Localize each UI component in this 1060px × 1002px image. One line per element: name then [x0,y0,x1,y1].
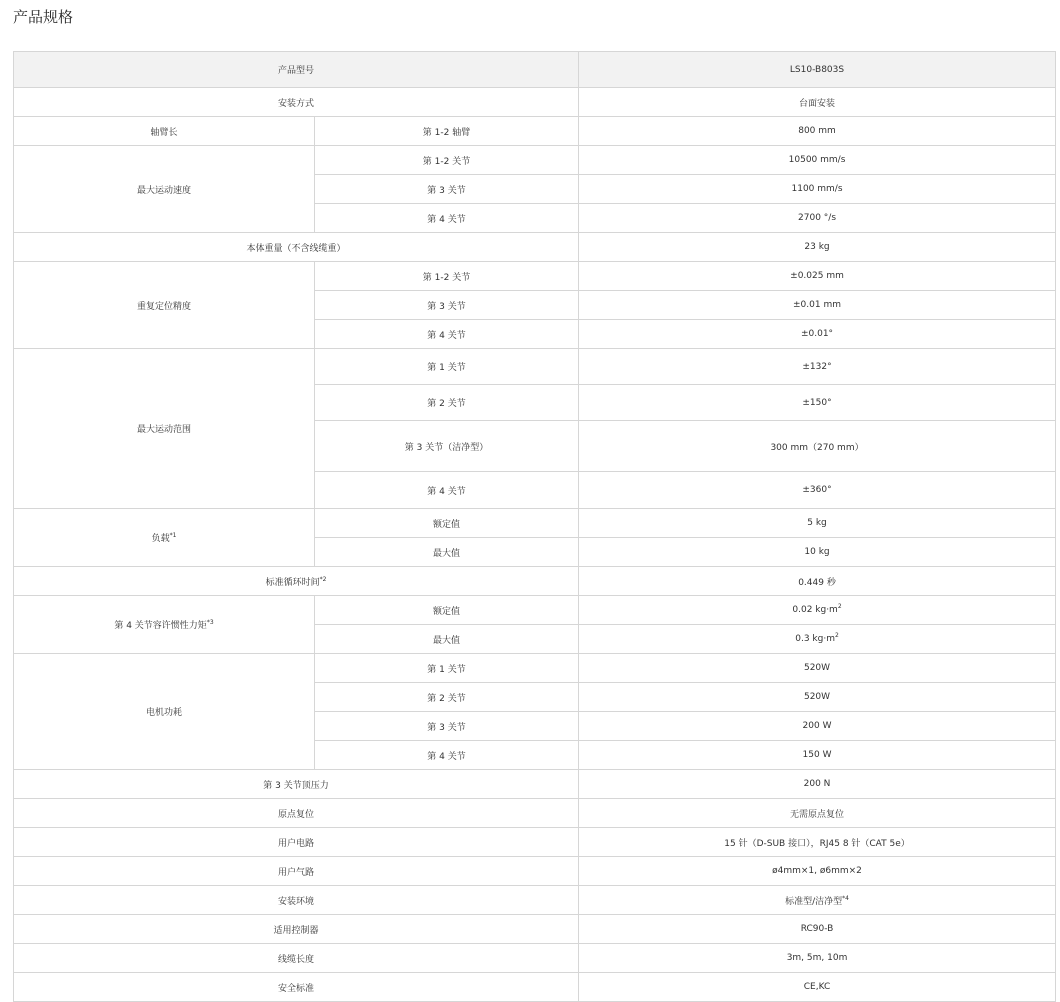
row-label: 适用控制器 [14,915,579,944]
row-label: 第 3 关节顶压力 [14,770,579,799]
row-value: 1100 mm/s [579,175,1056,204]
row-value: 2700 °/s [579,204,1056,233]
table-row [14,857,1056,886]
row-sub-label: 最大值 [315,538,579,567]
table-row [14,596,1056,625]
table-row [14,770,1056,799]
header-label: 产品型号 [14,52,579,88]
row-value: 0.449 秒 [579,567,1056,596]
row-value: 300 mm（270 mm） [579,421,1056,472]
row-sub-label: 额定值 [315,596,579,625]
row-label: 重复定位精度 [14,262,315,349]
row-value: 0.3 kg·m [795,634,835,644]
unit-exponent: 2 [837,603,842,610]
row-value: 3m, 5m, 10m [579,944,1056,973]
row-label: 原点复位 [14,799,579,828]
row-value: ±360° [579,472,1056,509]
row-value: 标准型/洁净型 [785,896,843,907]
table-row [14,233,1056,262]
row-value: 200 N [579,770,1056,799]
row-value: ±150° [579,385,1056,421]
row-value: RC90-B [579,915,1056,944]
row-label: 轴臂长 [14,117,315,146]
footnote-marker: *2 [319,575,327,583]
row-sub-label: 第 3 关节（洁净型） [315,421,579,472]
table-row [14,973,1056,1002]
row-sub-label: 第 1-2 轴臂 [315,117,579,146]
table-row [14,567,1056,596]
row-sub-label: 第 1-2 关节 [315,146,579,175]
table-header-row [14,52,1056,88]
row-sub-label: 第 4 关节 [315,741,579,770]
row-label: 第 4 关节容许惯性力矩 [114,621,207,631]
row-value: 15 针（D-SUB 接口），RJ45 8 针（CAT 5e） [579,828,1056,857]
table-row [14,886,1056,915]
page-title: 产品规格 [13,8,74,26]
row-label-cell [14,596,315,654]
row-label: 最大运动范围 [14,349,315,509]
row-label: 负载 [151,534,170,544]
row-value: 520W [579,683,1056,712]
table-row [14,915,1056,944]
table-row [14,88,1056,117]
spec-table [13,51,1056,1002]
row-value-cell [579,625,1056,654]
table-row [14,944,1056,973]
row-label: 安全标准 [14,973,579,1002]
row-value: 0.02 kg·m [792,605,838,615]
row-value: ø4mm×1, ø6mm×2 [579,857,1056,886]
row-value: 5 kg [579,509,1056,538]
row-label: 电机功耗 [14,654,315,770]
row-sub-label: 第 2 关节 [315,385,579,421]
row-value: CE,KC [579,973,1056,1002]
row-label: 用户气路 [14,857,579,886]
row-sub-label: 最大值 [315,625,579,654]
row-label-cell [14,567,579,596]
row-label: 标准循环时间 [265,577,320,588]
row-value: 520W [579,654,1056,683]
table-row [14,828,1056,857]
row-sub-label: 第 1 关节 [315,349,579,385]
table-row [14,349,1056,385]
table-row [14,146,1056,175]
table-row [14,509,1056,538]
row-value: ±132° [579,349,1056,385]
row-label: 安装方式 [14,88,579,117]
footnote-marker: *1 [169,532,177,539]
row-value: ±0.01° [579,320,1056,349]
row-value: 150 W [579,741,1056,770]
table-row [14,654,1056,683]
row-value: 台面安装 [579,88,1056,117]
row-sub-label: 第 4 关节 [315,204,579,233]
row-value: 800 mm [579,117,1056,146]
row-sub-label: 第 2 关节 [315,683,579,712]
row-label: 用户电路 [14,828,579,857]
row-label: 安装环境 [14,886,579,915]
footnote-marker: *4 [842,894,849,902]
table-row [14,117,1056,146]
table-row [14,262,1056,291]
row-value-cell [579,886,1056,915]
row-value: 200 W [579,712,1056,741]
unit-exponent: 2 [834,632,839,639]
row-label: 线缆长度 [14,944,579,973]
row-value: 23 kg [579,233,1056,262]
row-value: 无需原点复位 [579,799,1056,828]
header-value: LS10-B803S [579,52,1056,88]
row-value-cell [579,596,1056,625]
row-sub-label: 额定值 [315,509,579,538]
row-label-cell [14,509,315,567]
row-value: ±0.025 mm [579,262,1056,291]
row-sub-label: 第 3 关节 [315,291,579,320]
footnote-marker: *3 [206,619,214,626]
row-sub-label: 第 1 关节 [315,654,579,683]
table-row [14,799,1056,828]
row-sub-label: 第 3 关节 [315,175,579,204]
row-sub-label: 第 3 关节 [315,712,579,741]
row-value: 10500 mm/s [579,146,1056,175]
row-value: ±0.01 mm [579,291,1056,320]
row-sub-label: 第 4 关节 [315,320,579,349]
row-label: 本体重量（不含线缆重） [14,233,579,262]
row-label: 最大运动速度 [14,146,315,233]
row-sub-label: 第 1-2 关节 [315,262,579,291]
row-sub-label: 第 4 关节 [315,472,579,509]
row-value: 10 kg [579,538,1056,567]
